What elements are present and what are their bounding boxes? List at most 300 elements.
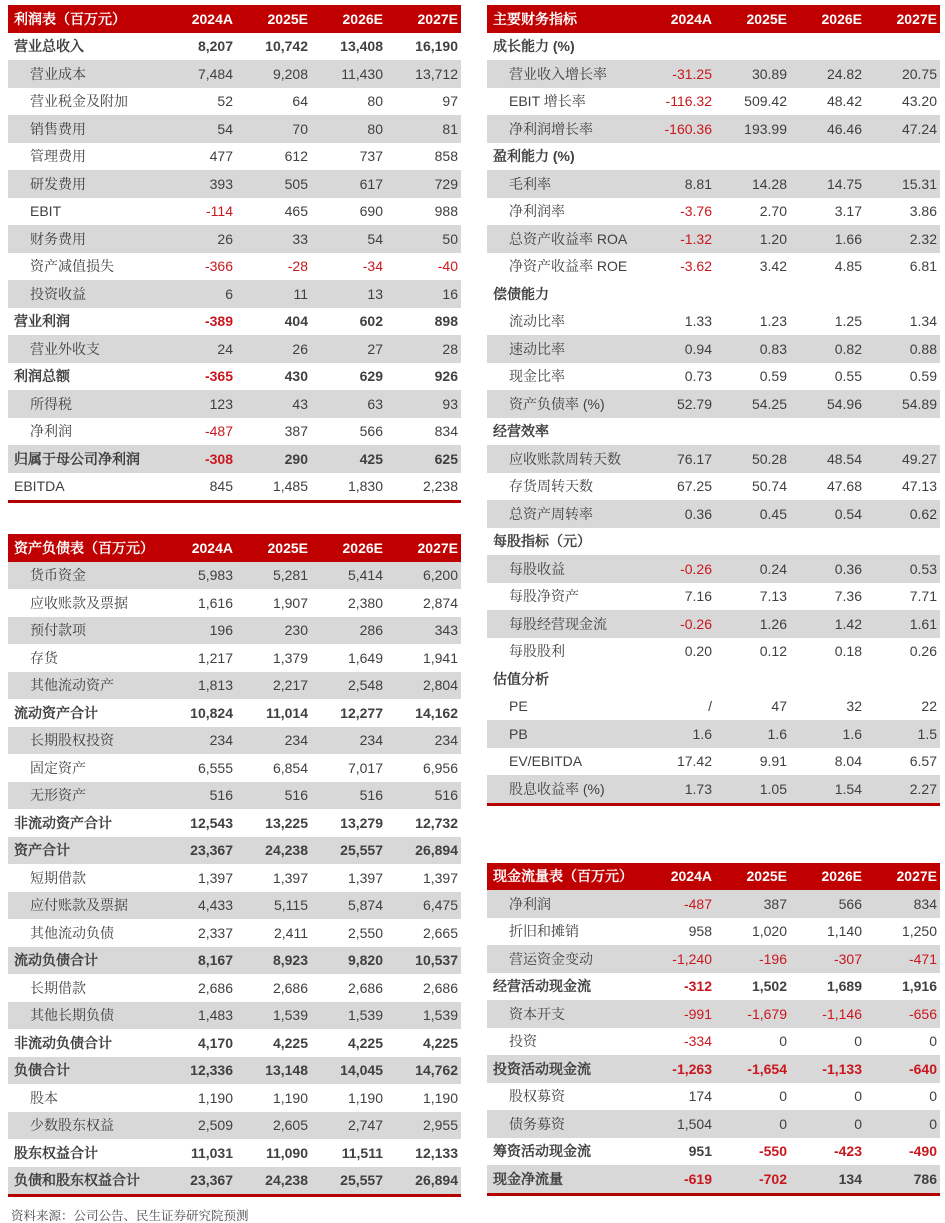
cell-value: 43.20 bbox=[901, 93, 937, 110]
cell-value: -160.36 bbox=[664, 120, 712, 137]
cell-value: 13,148 bbox=[265, 1062, 308, 1079]
cell-value: 1.33 bbox=[684, 313, 712, 330]
cell-value: 14,162 bbox=[415, 704, 458, 721]
cell-value: 286 bbox=[359, 622, 383, 639]
table-row bbox=[487, 775, 940, 803]
cell-value: 1,397 bbox=[347, 869, 383, 886]
cell-value: 13,279 bbox=[340, 814, 383, 831]
cell-value: 2.70 bbox=[759, 203, 787, 220]
table-row bbox=[487, 528, 940, 556]
cell-value: 0.83 bbox=[759, 340, 787, 357]
cell-value: 7.71 bbox=[909, 588, 937, 605]
row-label: 经营效率 bbox=[493, 423, 549, 440]
table-row bbox=[487, 363, 940, 391]
row-label: 总资产周转率 bbox=[509, 505, 593, 522]
column-header: 2024A bbox=[191, 539, 233, 556]
cell-value: 566 bbox=[838, 895, 862, 912]
row-label: 应付账款及票据 bbox=[30, 897, 128, 914]
cell-value: 2,217 bbox=[272, 677, 308, 694]
cell-value: 50.74 bbox=[751, 478, 787, 495]
table-row bbox=[487, 720, 940, 748]
table-row bbox=[8, 1029, 461, 1057]
cell-value: 1,689 bbox=[826, 978, 862, 995]
cell-value: -28 bbox=[287, 258, 308, 275]
table-row bbox=[8, 699, 461, 727]
cell-value: 2,509 bbox=[197, 1117, 233, 1134]
cell-value: 0 bbox=[779, 1088, 787, 1105]
cell-value: 1,190 bbox=[272, 1089, 308, 1106]
cell-value: 6.81 bbox=[909, 258, 937, 275]
cell-value: -312 bbox=[683, 978, 712, 995]
cell-value: 11,014 bbox=[265, 704, 308, 721]
cell-value: 24.82 bbox=[826, 65, 862, 82]
table-row bbox=[8, 617, 461, 645]
cell-value: 465 bbox=[284, 203, 308, 220]
cell-value: 14.28 bbox=[751, 175, 787, 192]
cell-value: 0.45 bbox=[759, 505, 787, 522]
cell-value: -307 bbox=[833, 950, 862, 967]
cell-value: 0.36 bbox=[684, 505, 712, 522]
row-label: 应收账款及票据 bbox=[30, 594, 128, 611]
cell-value: 196 bbox=[209, 622, 233, 639]
cell-value: 17.42 bbox=[676, 753, 712, 770]
column-header: 2027E bbox=[417, 10, 458, 27]
table-row bbox=[487, 473, 940, 501]
cell-value: 0 bbox=[779, 1033, 787, 1050]
cell-value: 0 bbox=[854, 1115, 862, 1132]
cell-value: 0.26 bbox=[909, 643, 937, 660]
cell-value: 477 bbox=[209, 148, 233, 165]
table-header bbox=[487, 863, 940, 891]
table-row bbox=[8, 892, 461, 920]
cell-value: 425 bbox=[359, 450, 383, 467]
cell-value: 47.68 bbox=[826, 478, 862, 495]
cell-value: -1,679 bbox=[747, 1005, 787, 1022]
row-label: 应收账款周转天数 bbox=[509, 450, 621, 467]
cell-value: 393 bbox=[209, 175, 233, 192]
cell-value: 5,874 bbox=[347, 897, 383, 914]
row-label: 营业外收支 bbox=[30, 340, 100, 357]
row-label: 净利润率 bbox=[509, 203, 565, 220]
cell-value: 7.16 bbox=[684, 588, 712, 605]
table-row bbox=[8, 1057, 461, 1085]
cell-value: 22 bbox=[921, 698, 937, 715]
table-row bbox=[487, 60, 940, 88]
cell-value: -702 bbox=[758, 1170, 787, 1187]
cell-value: 2,380 bbox=[347, 594, 383, 611]
cell-value: 2,747 bbox=[347, 1117, 383, 1134]
table-row bbox=[8, 562, 461, 590]
column-header: 2026E bbox=[342, 10, 383, 27]
cell-value: 1.54 bbox=[834, 780, 862, 797]
cell-value: 0.24 bbox=[759, 560, 787, 577]
row-label: 筹资活动现金流 bbox=[493, 1143, 591, 1160]
cell-value: 1,140 bbox=[826, 923, 862, 940]
source-note: 资料来源：公司公告、民生证券研究院预测 bbox=[11, 1209, 249, 1223]
table-row bbox=[487, 693, 940, 721]
cell-value: 5,281 bbox=[272, 567, 308, 584]
cell-value: 430 bbox=[284, 368, 308, 385]
cell-value: 1,649 bbox=[347, 649, 383, 666]
table-row bbox=[487, 198, 940, 226]
cell-value: -656 bbox=[908, 1005, 937, 1022]
table-row bbox=[487, 88, 940, 116]
cell-value: 48.54 bbox=[826, 450, 862, 467]
cell-value: 786 bbox=[913, 1170, 937, 1187]
row-label: PE bbox=[509, 698, 528, 715]
table-row bbox=[487, 445, 940, 473]
cell-value: -640 bbox=[908, 1060, 937, 1077]
cell-value: -0.26 bbox=[680, 615, 712, 632]
table-row bbox=[8, 33, 461, 61]
row-label: 研发费用 bbox=[30, 175, 86, 192]
row-label: 毛利率 bbox=[509, 175, 551, 192]
cell-value: 28 bbox=[442, 340, 458, 357]
cell-value: 1,916 bbox=[901, 978, 937, 995]
cell-value: 23,367 bbox=[190, 842, 233, 859]
cell-value: 54.89 bbox=[901, 395, 937, 412]
row-label: 所得税 bbox=[30, 395, 72, 412]
table-header bbox=[487, 5, 940, 33]
row-label: 营业税金及附加 bbox=[30, 93, 128, 110]
cell-value: 1,813 bbox=[197, 677, 233, 694]
cell-value: 134 bbox=[838, 1170, 862, 1187]
cell-value: 54.25 bbox=[751, 395, 787, 412]
cell-value: 2,411 bbox=[274, 924, 308, 941]
row-label: 债务募资 bbox=[509, 1115, 565, 1132]
cell-value: 2,804 bbox=[422, 677, 458, 694]
cell-value: -619 bbox=[683, 1170, 712, 1187]
table-header bbox=[8, 534, 461, 562]
table-row bbox=[8, 1084, 461, 1112]
cell-value: 387 bbox=[284, 423, 308, 440]
cell-value: 0 bbox=[854, 1033, 862, 1050]
table-row bbox=[487, 1165, 940, 1193]
cell-value: 2,686 bbox=[422, 979, 458, 996]
cell-value: 1,020 bbox=[751, 923, 787, 940]
cell-value: -487 bbox=[204, 423, 233, 440]
cell-value: 4,225 bbox=[272, 1034, 308, 1051]
table-row bbox=[8, 837, 461, 865]
cell-value: -487 bbox=[683, 895, 712, 912]
table-row bbox=[8, 115, 461, 143]
row-label: 流动比率 bbox=[509, 313, 565, 330]
table-row bbox=[8, 644, 461, 672]
cell-value: -114 bbox=[206, 203, 233, 220]
cell-value: 24,238 bbox=[265, 842, 308, 859]
cell-value: 1.73 bbox=[684, 780, 712, 797]
cell-value: 7.13 bbox=[759, 588, 787, 605]
cell-value: 0 bbox=[779, 1115, 787, 1132]
table-row bbox=[8, 1002, 461, 1030]
table-row bbox=[8, 974, 461, 1002]
cell-value: -550 bbox=[758, 1143, 787, 1160]
cell-value: 4,170 bbox=[197, 1034, 233, 1051]
row-label: 股东权益合计 bbox=[14, 1144, 98, 1161]
cell-value: 26,894 bbox=[415, 842, 458, 859]
table-row bbox=[8, 225, 461, 253]
cell-value: 13 bbox=[367, 285, 383, 302]
table-row bbox=[487, 225, 940, 253]
cell-value: -196 bbox=[758, 950, 787, 967]
cell-value: 16,190 bbox=[415, 38, 458, 55]
row-label: 盈利能力 (%) bbox=[493, 148, 575, 165]
cell-value: -471 bbox=[908, 950, 937, 967]
cell-value: 6.57 bbox=[909, 753, 937, 770]
row-label: 营业总收入 bbox=[14, 38, 84, 55]
cell-value: 858 bbox=[434, 148, 458, 165]
left-column bbox=[8, 5, 461, 1223]
row-label: 资本开支 bbox=[509, 1005, 565, 1022]
table-row bbox=[487, 583, 940, 611]
row-label: 投资 bbox=[509, 1033, 537, 1050]
column-header: 2026E bbox=[821, 10, 862, 27]
cell-value: 54.96 bbox=[826, 395, 862, 412]
cell-value: 47.24 bbox=[901, 120, 937, 137]
cell-value: 566 bbox=[359, 423, 383, 440]
column-header: 2026E bbox=[821, 868, 862, 885]
cell-value: 1.6 bbox=[842, 725, 862, 742]
row-label: 营业成本 bbox=[30, 65, 86, 82]
cell-value: 1.20 bbox=[759, 230, 787, 247]
cell-value: 6 bbox=[225, 285, 233, 302]
cell-value: 16 bbox=[442, 285, 458, 302]
cell-value: 2,665 bbox=[422, 924, 458, 941]
cell-value: 1,504 bbox=[676, 1115, 712, 1132]
cell-value: 193.99 bbox=[744, 120, 787, 137]
cell-value: 0.59 bbox=[759, 368, 787, 385]
cell-value: 1,830 bbox=[347, 478, 383, 495]
cell-value: 404 bbox=[284, 313, 308, 330]
cell-value: 4,225 bbox=[422, 1034, 458, 1051]
row-label: 其他长期负债 bbox=[30, 1007, 114, 1024]
cell-value: 7,017 bbox=[347, 759, 383, 776]
table-title: 现金流量表（百万元） bbox=[493, 868, 633, 885]
cell-value: 46.46 bbox=[826, 120, 862, 137]
cell-value: -34 bbox=[362, 258, 383, 275]
row-label: 折旧和摊销 bbox=[509, 923, 579, 940]
table-row bbox=[487, 1028, 940, 1056]
row-label: 长期借款 bbox=[30, 979, 86, 996]
cell-value: -389 bbox=[204, 313, 233, 330]
cell-value: 1,616 bbox=[197, 594, 233, 611]
table-row bbox=[487, 33, 940, 61]
cell-value: 1,539 bbox=[347, 1007, 383, 1024]
row-label: 利润总额 bbox=[14, 368, 70, 385]
column-header: 2027E bbox=[896, 868, 937, 885]
row-label: 成长能力 (%) bbox=[493, 38, 575, 55]
table-row bbox=[487, 500, 940, 528]
cell-value: 54 bbox=[367, 230, 383, 247]
cell-value: 1,907 bbox=[272, 594, 308, 611]
cell-value: 24 bbox=[217, 340, 233, 357]
cell-value: -3.62 bbox=[680, 258, 712, 275]
cell-value: 0.73 bbox=[684, 368, 712, 385]
cell-value: 0.59 bbox=[909, 368, 937, 385]
table-row bbox=[487, 1055, 940, 1083]
table-row bbox=[8, 88, 461, 116]
cell-value: 0.53 bbox=[909, 560, 937, 577]
row-label: 存货 bbox=[30, 649, 58, 666]
cell-value: 5,414 bbox=[347, 567, 383, 584]
table-row bbox=[8, 947, 461, 975]
table-row bbox=[487, 418, 940, 446]
cell-value: 26 bbox=[292, 340, 308, 357]
cell-value: -116.32 bbox=[665, 93, 712, 110]
cell-value: -31.25 bbox=[672, 65, 712, 82]
cell-value: 12,336 bbox=[190, 1062, 233, 1079]
cell-value: 2,337 bbox=[197, 924, 233, 941]
row-label: PB bbox=[509, 725, 528, 742]
table-title: 资产负债表（百万元） bbox=[14, 539, 154, 556]
cell-value: 43 bbox=[292, 395, 308, 412]
column-header: 2024A bbox=[670, 868, 712, 885]
cell-value: 9,820 bbox=[347, 952, 383, 969]
row-label: 每股指标（元） bbox=[493, 533, 591, 550]
table-row bbox=[8, 363, 461, 391]
table-row bbox=[487, 918, 940, 946]
cell-value: 958 bbox=[688, 923, 712, 940]
row-label: 其他流动负债 bbox=[30, 924, 114, 941]
cell-value: -490 bbox=[908, 1143, 937, 1160]
row-label: 预付款项 bbox=[30, 622, 86, 639]
cell-value: -365 bbox=[204, 368, 233, 385]
cell-value: 20.75 bbox=[901, 65, 937, 82]
cell-value: -1,133 bbox=[822, 1060, 862, 1077]
cell-value: 6,854 bbox=[272, 759, 308, 776]
cell-value: 1,250 bbox=[901, 923, 937, 940]
cell-value: 2,686 bbox=[272, 979, 308, 996]
cell-value: 50 bbox=[442, 230, 458, 247]
cell-value: 11,430 bbox=[341, 65, 383, 82]
cell-value: 516 bbox=[284, 787, 308, 804]
cell-value: 11,031 bbox=[190, 1144, 233, 1161]
cell-value: 2,238 bbox=[422, 478, 458, 495]
cell-value: 2,686 bbox=[347, 979, 383, 996]
right-column bbox=[487, 5, 940, 1196]
cell-value: 1,190 bbox=[422, 1089, 458, 1106]
table-row bbox=[487, 143, 940, 171]
cell-value: 0 bbox=[929, 1088, 937, 1105]
table-row bbox=[487, 1000, 940, 1028]
table-row bbox=[8, 60, 461, 88]
row-label: 资产减值损失 bbox=[30, 258, 114, 275]
cell-value: 80 bbox=[367, 93, 383, 110]
cell-value: 1,190 bbox=[347, 1089, 383, 1106]
cell-value: 834 bbox=[434, 423, 458, 440]
cell-value: 737 bbox=[359, 148, 383, 165]
cell-value: -1,146 bbox=[822, 1005, 862, 1022]
cell-value: 234 bbox=[359, 732, 383, 749]
cell-value: 0 bbox=[854, 1088, 862, 1105]
row-label: 营业利润 bbox=[14, 313, 70, 330]
row-label: EBIT bbox=[30, 203, 62, 220]
row-label: 货币资金 bbox=[30, 567, 86, 584]
table-row bbox=[487, 555, 940, 583]
table-row bbox=[8, 418, 461, 446]
cell-value: 10,537 bbox=[415, 952, 458, 969]
row-label: 股本 bbox=[30, 1089, 58, 1106]
cell-value: 12,133 bbox=[415, 1144, 458, 1161]
table-row bbox=[487, 748, 940, 776]
table-row bbox=[8, 672, 461, 700]
table-row bbox=[8, 170, 461, 198]
key-indicators-table bbox=[487, 5, 940, 806]
table-row bbox=[487, 665, 940, 693]
cell-value: 729 bbox=[434, 175, 458, 192]
cell-value: 8,207 bbox=[197, 38, 233, 55]
column-header: 2027E bbox=[417, 539, 458, 556]
row-label: 每股股利 bbox=[509, 643, 565, 660]
row-label: 现金净流量 bbox=[493, 1170, 563, 1187]
row-label: 非流动负债合计 bbox=[14, 1034, 112, 1051]
cell-value: 11,090 bbox=[265, 1144, 308, 1161]
row-label: 速动比率 bbox=[509, 340, 565, 357]
table-row bbox=[487, 610, 940, 638]
row-label: 长期股权投资 bbox=[30, 732, 114, 749]
cell-value: 1,483 bbox=[197, 1007, 233, 1024]
cell-value: 898 bbox=[434, 313, 458, 330]
cell-value: -40 bbox=[437, 258, 458, 275]
cell-value: 9.91 bbox=[759, 753, 787, 770]
cell-value: 0.55 bbox=[834, 368, 862, 385]
row-label: 每股经营现金流 bbox=[509, 615, 607, 632]
cell-value: 47 bbox=[771, 698, 787, 715]
cell-value: 32 bbox=[846, 698, 862, 715]
table-row bbox=[487, 390, 940, 418]
row-label: 现金比率 bbox=[509, 368, 565, 385]
table-row bbox=[487, 308, 940, 336]
table-row bbox=[487, 945, 940, 973]
cell-value: 27 bbox=[367, 340, 383, 357]
cell-value: 6,475 bbox=[422, 897, 458, 914]
table-row bbox=[8, 919, 461, 947]
cell-value: 1.5 bbox=[917, 725, 937, 742]
row-label: 销售费用 bbox=[30, 120, 86, 137]
cell-value: -3.76 bbox=[680, 203, 712, 220]
cell-value: 15.31 bbox=[901, 175, 937, 192]
cell-value: -334 bbox=[683, 1033, 712, 1050]
cell-value: 1,217 bbox=[197, 649, 233, 666]
row-label: 营运资金变动 bbox=[509, 950, 593, 967]
column-header: 2025E bbox=[746, 868, 787, 885]
cell-value: 13,408 bbox=[340, 38, 383, 55]
row-label: 资产负债率 (%) bbox=[509, 395, 605, 412]
table-row bbox=[8, 473, 461, 501]
cell-value: 64 bbox=[292, 93, 308, 110]
cell-value: -308 bbox=[204, 450, 233, 467]
cell-value: 11,511 bbox=[341, 1144, 383, 1161]
column-header: 2025E bbox=[267, 10, 308, 27]
column-header: 2024A bbox=[191, 10, 233, 27]
cell-value: 70 bbox=[292, 120, 308, 137]
cell-value: 11 bbox=[293, 285, 308, 302]
table-title: 主要财务指标 bbox=[493, 10, 577, 27]
row-label: 每股收益 bbox=[509, 560, 565, 577]
cell-value: 0.62 bbox=[909, 505, 937, 522]
cash-flow-table bbox=[487, 863, 940, 1196]
cell-value: 6,956 bbox=[422, 759, 458, 776]
row-label: 净利润增长率 bbox=[509, 120, 593, 137]
row-label: EV/EBITDA bbox=[509, 753, 583, 770]
cell-value: 951 bbox=[688, 1143, 712, 1160]
cell-value: 12,732 bbox=[415, 814, 458, 831]
cell-value: -0.26 bbox=[680, 560, 712, 577]
row-label: 净利润 bbox=[30, 423, 72, 440]
cell-value: 0.82 bbox=[834, 340, 862, 357]
table-row bbox=[487, 115, 940, 143]
cell-value: 602 bbox=[359, 313, 383, 330]
